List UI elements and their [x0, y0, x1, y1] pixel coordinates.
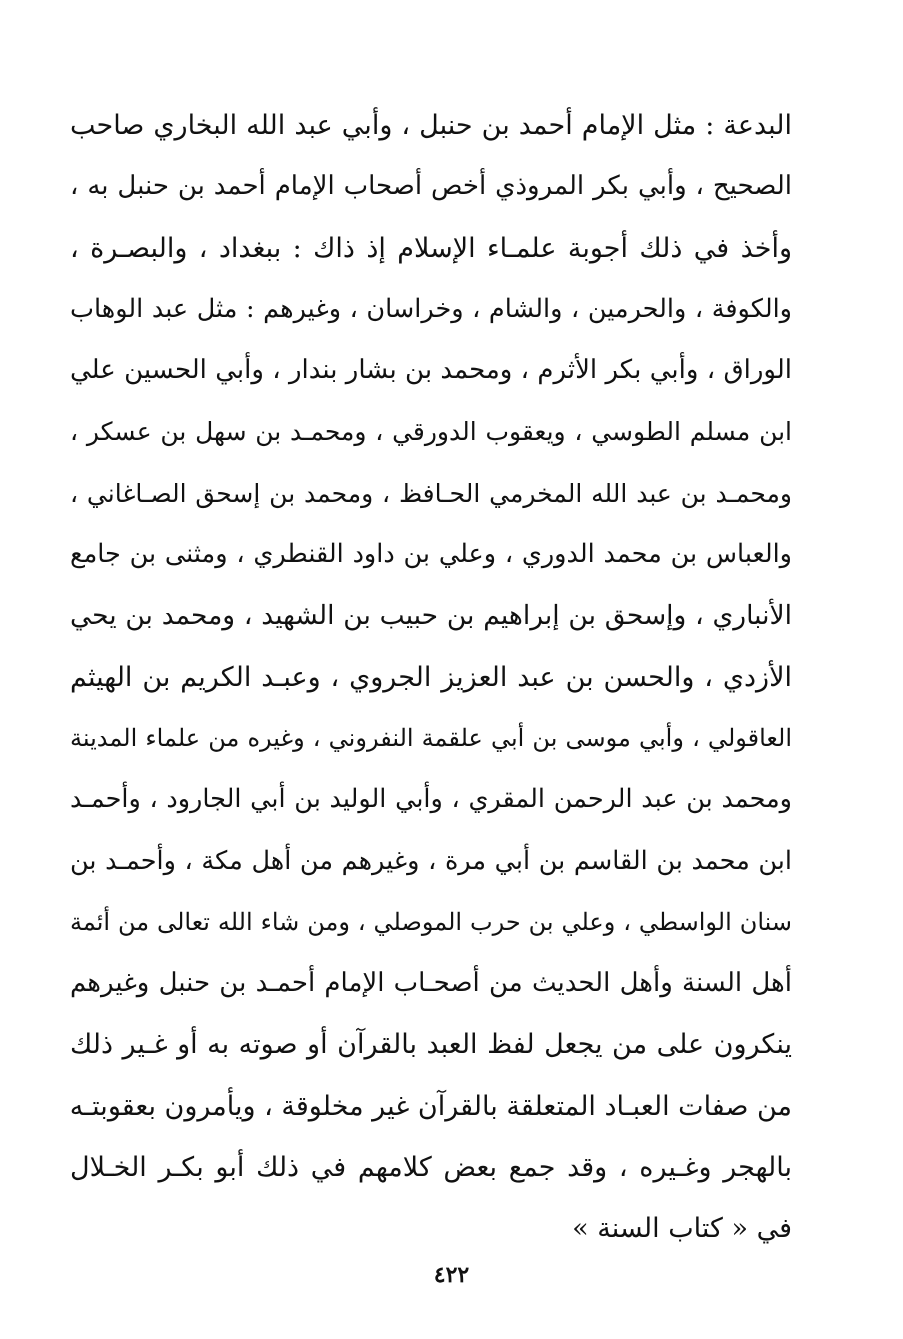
text-line: البدعة : مثل الإمام أحمد بن حنبل ، وأبي عبد الله البخاري صاحب — [70, 110, 792, 141]
text-line: والعباس بن محمد الدوري ، وعلي بن داود القنطري ، ومثنى بن جامع — [70, 539, 792, 570]
text-line: ينكرون على من يجعل لفظ العبد بالقرآن أو صوته به أو غـير ذلك — [70, 1029, 792, 1061]
text-line: من صفات العبـاد المتعلقة بالقرآن غير مخلوقة ، ويأمرون بعقوبتـه — [70, 1090, 792, 1122]
page-body — [70, 95, 792, 1260]
text-line: بالهجر وغـيره ، وقد جمع بعض كلامهم في ذلك أبو بكـر الخـلال — [70, 1152, 792, 1184]
text-line: العاقولي ، وأبي موسى بن أبي علقمة النفروني ، وغيره من علماء المدينة — [70, 723, 792, 752]
text-line: والكوفة ، والحرمين ، والشام ، وخراسان ، وغيرهم : مثل عبد الوهاب — [70, 293, 792, 324]
text-line: ابن محمد بن القاسم بن أبي مرة ، وغيرهم من أهل مكة ، وأحمـد بن — [70, 845, 792, 876]
text-line: ومحمد بن عبد الرحمن المقري ، وأبي الوليد بن أبي الجارود ، وأحمـد — [70, 784, 792, 815]
text-line: الوراق ، وأبي بكر الأثرم ، ومحمد بن بشار بندار ، وأبي الحسين علي — [70, 355, 792, 386]
text-line: أهل السنة وأهل الحديث من أصحـاب الإمام أحمـد بن حنبل وغيرهم — [70, 968, 792, 999]
text-line: الصحيح ، وأبي بكر المروذي أخص أصحاب الإمام أحمد بن حنبل به ، — [70, 171, 792, 202]
text-line: وأخذ في ذلك أجوبة علمـاء الإسلام إذ ذاك : ببغداد ، والبصـرة ، — [70, 232, 792, 264]
text-line: الأزدي ، والحسن بن عبد العزيز الجروي ، وعبـد الكريم بن الهيثم — [70, 661, 792, 693]
text-line: الأنباري ، وإسحق بن إبراهيم بن حبيب بن الشهيد ، ومحمد بن يحي — [70, 600, 792, 632]
text-line: سنان الواسطي ، وعلي بن حرب الموصلي ، ومن شاء الله تعالى من أئمة — [70, 907, 792, 936]
text-line-last: في « كتاب السنة » — [572, 1213, 792, 1245]
text-line: ابن مسلم الطوسي ، ويعقوب الدورقي ، ومحمـد بن سهل بن عسكر ، — [70, 417, 792, 447]
page-number: ٤٢٢ — [433, 1262, 470, 1288]
text-line: ومحمـد بن عبد الله المخرمي الحـافظ ، ومحمد بن إسحق الصـاغاني ، — [70, 478, 792, 508]
